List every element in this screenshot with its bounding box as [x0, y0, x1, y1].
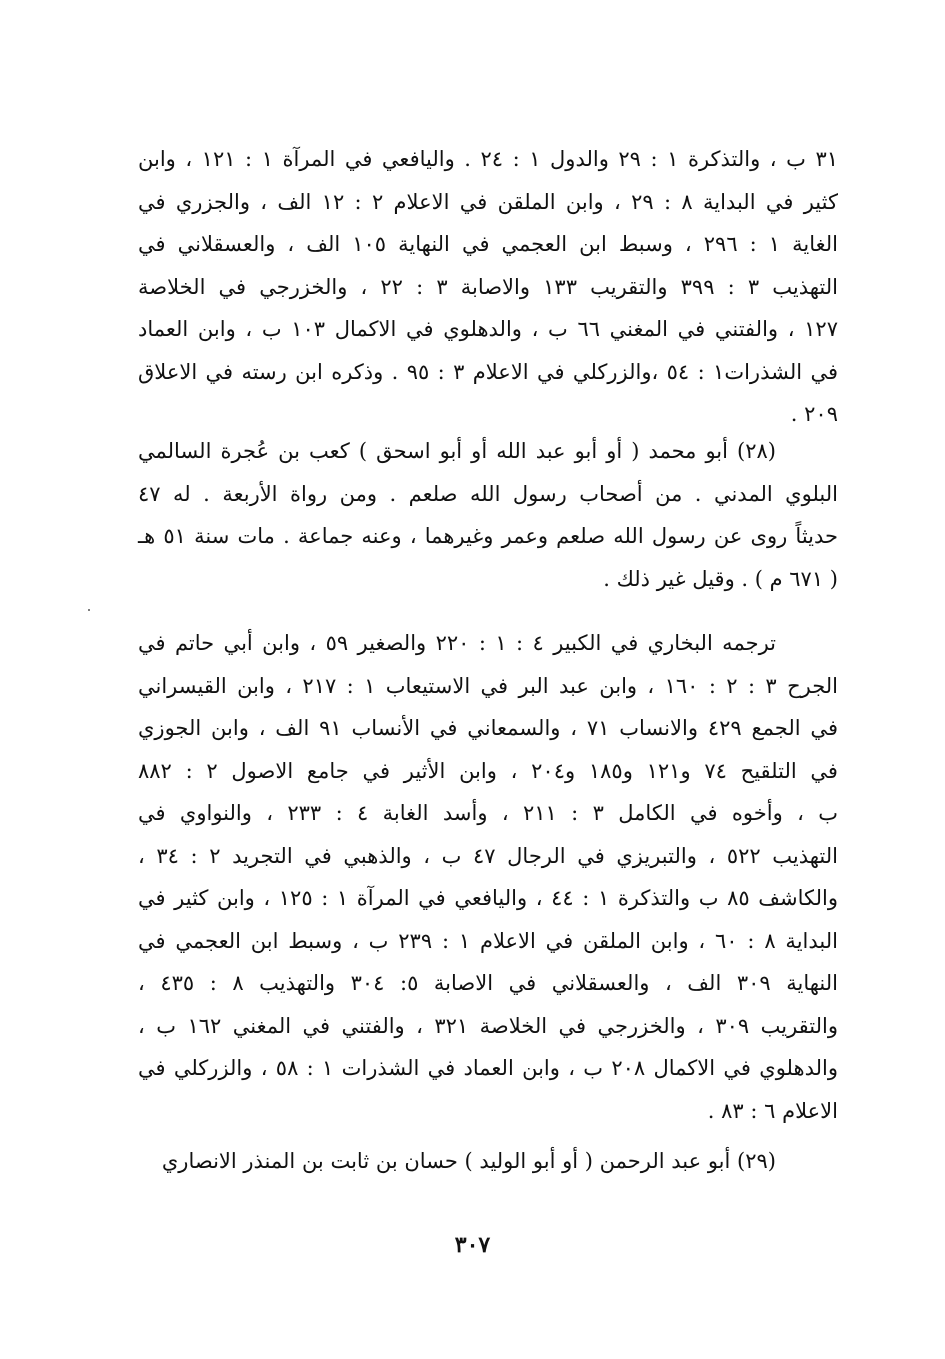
text-line: في الجمع ٤٢٩ والانساب ٧١ ، والسمعاني في الأنساب ٩١ الف ، وابن الجوزي: [138, 716, 838, 740]
text-line: ب ، وأخوه في الكامل ٣ : ٢١١ ، وأسد الغابة ٤ : ٢٣٣ ، والنواوي في: [138, 801, 838, 825]
entry-heading-line: (٢٩) أبو عبد الرحمن ( أو أبو الوليد ) حسان بن ثابت بن المنذر الانصاري: [161, 1149, 776, 1173]
footnote-27-continued: [138, 138, 838, 436]
text-line: البلوي المدني . من أصحاب رسول الله صلعم . ومن رواة الأربعة . له ٤٧: [138, 481, 838, 506]
text-line: والدهلوي في الاكمال ٢٠٨ ب ، وابن العماد في الشذرات ١ : ٥٨ ، والزركلي في: [138, 1056, 838, 1080]
text-line: الجرح ٣ : ٢ : ١٦٠ ، وابن عبد البر في الاستيعاب ١ : ٢١٧ ، وابن القيسراني: [138, 673, 838, 698]
text-line: الغاية ١ : ٢٩٦ ، وسبط ابن العجمي في النهاية ١٠٥ الف ، والعسقلاني في: [138, 232, 838, 256]
text-line: النهاية ٣٠٩ الف ، والعسقلاني في الاصابة ٥: ٣٠٤ والتهذيب ٨ : ٤٣٥ ،: [138, 971, 838, 995]
page-number: ٣٠٧: [454, 1232, 491, 1258]
text-line: والتقريب ٣٠٩ ، والخزرجي في الخلاصة ٣٢١ ، والفتني في المغني ١٦٢ ب ،: [138, 1013, 839, 1038]
text-line: والكاشف ٨٥ ب والتذكرة ١ : ٤٤ ، واليافعي في المرآة ١ : ١٢٥ ، وابن كثير في: [138, 886, 838, 910]
text-line: كثير في البداية ٨ : ٢٩ ، وابن الملقن في الاعلام ٢ : ١٢ الف ، والجزري في: [138, 189, 838, 214]
entry-28-sources: [138, 622, 838, 1132]
text-line: في التلقيح ٧٤ و١٢١ و١٨٥ و٢٠٤ ، وابن الأثير في جامع الاصول ٢ : ٨٨٢: [138, 758, 838, 783]
text-line: ١٢٧ ، والفتني في المغني ٦٦ ب ، والدهلوي في الاكمال ١٠٣ ب ، وابن العماد: [138, 317, 838, 341]
entry-29-biography: [138, 1140, 838, 1183]
text-line: التهذيب ٥٢٢ ، والتبريزي في الرجال ٤٧ ب ، والذهبي في التجريد ٢ : ٣٤ ،: [138, 843, 838, 868]
text-line: ٢٠٩ .: [790, 402, 838, 426]
scan-speck: [88, 609, 90, 611]
text-line: البداية ٨ : ٦٠ ، وابن الملقن في الاعلام ١ : ٢٣٩ ب ، وسبط ابن العجمي في: [138, 928, 838, 953]
text-line: الاعلام ٦ : ٨٣ .: [707, 1098, 838, 1123]
text-line: ترجمه البخاري في الكبير ٤ : ١ : ٢٢٠ والصغير ٥٩ ، وابن أبي حاتم في: [138, 631, 776, 655]
text-line: ٣١ ب ، والتذكرة ١ : ٢٩ والدول ١ : ٢٤ . واليافعي في المرآة ١ : ١٢١ ، وابن: [138, 147, 839, 171]
text-line: التهذيب ٣ : ٣٩٩ والتقريب ١٣٣ والاصابة ٣ : ٢٢ ، والخزرجي في الخلاصة: [138, 274, 838, 299]
text-line: في الشذرات١ : ٥٤ ،والزركلي في الاعلام ٣ : ٩٥ . وذكره ابن رسته في الاعلاق: [138, 359, 838, 384]
text-line: حديثاً روى عن رسول الله صلعم وعمر وغيرهما ، وعنه جماعة . مات سنة ٥١ هـ: [138, 524, 839, 548]
text-line: ( ٦٧١ م ) . وقيل غير ذلك .: [603, 566, 838, 591]
entry-28-biography: [138, 430, 838, 600]
entry-heading-line: (٢٨) أبو محمد ( أو أبو عبد الله أو أبو اسحق ) كعب بن عُجرة السالمي: [138, 439, 776, 463]
